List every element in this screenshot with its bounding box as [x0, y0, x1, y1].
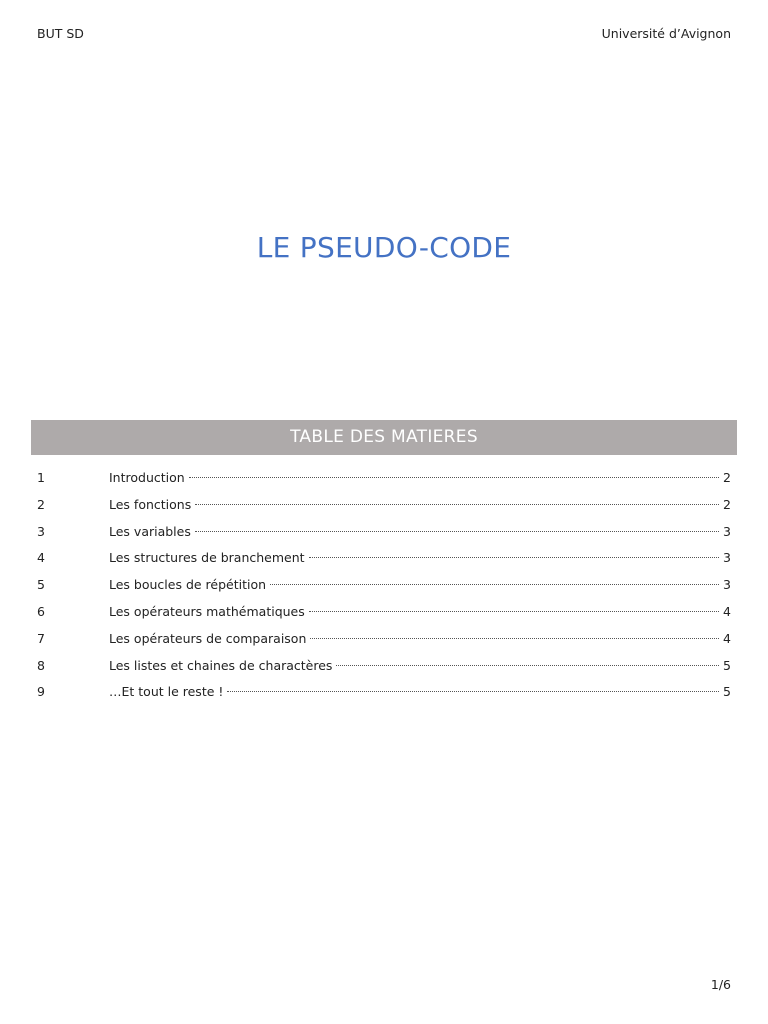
toc-entry[interactable] [37, 679, 731, 706]
toc-entry-number: 3 [37, 523, 45, 539]
toc-entry-label: Les opérateurs de comparaison [109, 630, 307, 646]
toc-entry[interactable] [37, 519, 731, 546]
toc-entry[interactable] [37, 492, 731, 519]
toc-dot-leader [309, 543, 719, 558]
toc-entry-number: 6 [37, 603, 45, 619]
toc-entry-page: 2 [723, 470, 731, 485]
toc-entry-number: 2 [37, 496, 45, 512]
toc-dot-leader [195, 517, 719, 532]
toc-entry[interactable] [37, 545, 731, 572]
toc-dot-leader [195, 490, 719, 505]
toc-dot-leader [227, 677, 719, 692]
toc-entry-number: 7 [37, 630, 45, 646]
toc-entry-page: 3 [723, 550, 731, 566]
toc-entry-label: Les fonctions [109, 496, 192, 512]
document-title: LE PSEUDO-CODE [256, 231, 512, 264]
header-right-text: Université d’Avignon [601, 26, 731, 41]
toc-entry[interactable] [37, 599, 731, 626]
toc-dot-leader [336, 651, 719, 666]
toc-heading: TABLE DES MATIERES [31, 420, 737, 455]
toc-entry-number: 4 [37, 550, 45, 566]
toc-dot-leader [189, 463, 719, 478]
toc-entry-number: 9 [37, 684, 45, 700]
toc-entry-page: 4 [723, 603, 731, 619]
toc-entry-page: 2 [723, 496, 731, 512]
toc-dot-leader [309, 597, 719, 612]
table-of-contents [37, 465, 731, 706]
toc-dot-leader [310, 624, 719, 639]
toc-entry[interactable] [37, 626, 731, 653]
toc-entry-number: 8 [37, 657, 45, 673]
toc-entry-label: Les opérateurs mathématiques [109, 603, 305, 619]
toc-entry-label: …Et tout le reste ! [109, 684, 224, 700]
toc-entry-page: 4 [723, 630, 731, 646]
page-number: 1/6 [710, 977, 731, 992]
toc-entry-page: 3 [723, 523, 731, 539]
toc-entry-label: Introduction [109, 470, 185, 485]
toc-entry[interactable] [37, 653, 731, 680]
toc-entry-label: Les listes et chaines de charactères [109, 657, 333, 673]
toc-entry-page: 3 [723, 577, 731, 593]
toc-entry-page: 5 [723, 684, 731, 700]
toc-dot-leader [270, 570, 719, 585]
toc-entry[interactable] [37, 465, 731, 492]
toc-entry-label: Les boucles de répétition [109, 577, 267, 593]
toc-entry-label: Les variables [109, 523, 191, 539]
toc-entry[interactable] [37, 572, 731, 599]
toc-entry-number: 5 [37, 577, 45, 593]
header-left-text: BUT SD [37, 26, 84, 41]
toc-entry-number: 1 [37, 470, 45, 485]
toc-entry-page: 5 [723, 657, 731, 673]
toc-entry-label: Les structures de branchement [109, 550, 305, 566]
